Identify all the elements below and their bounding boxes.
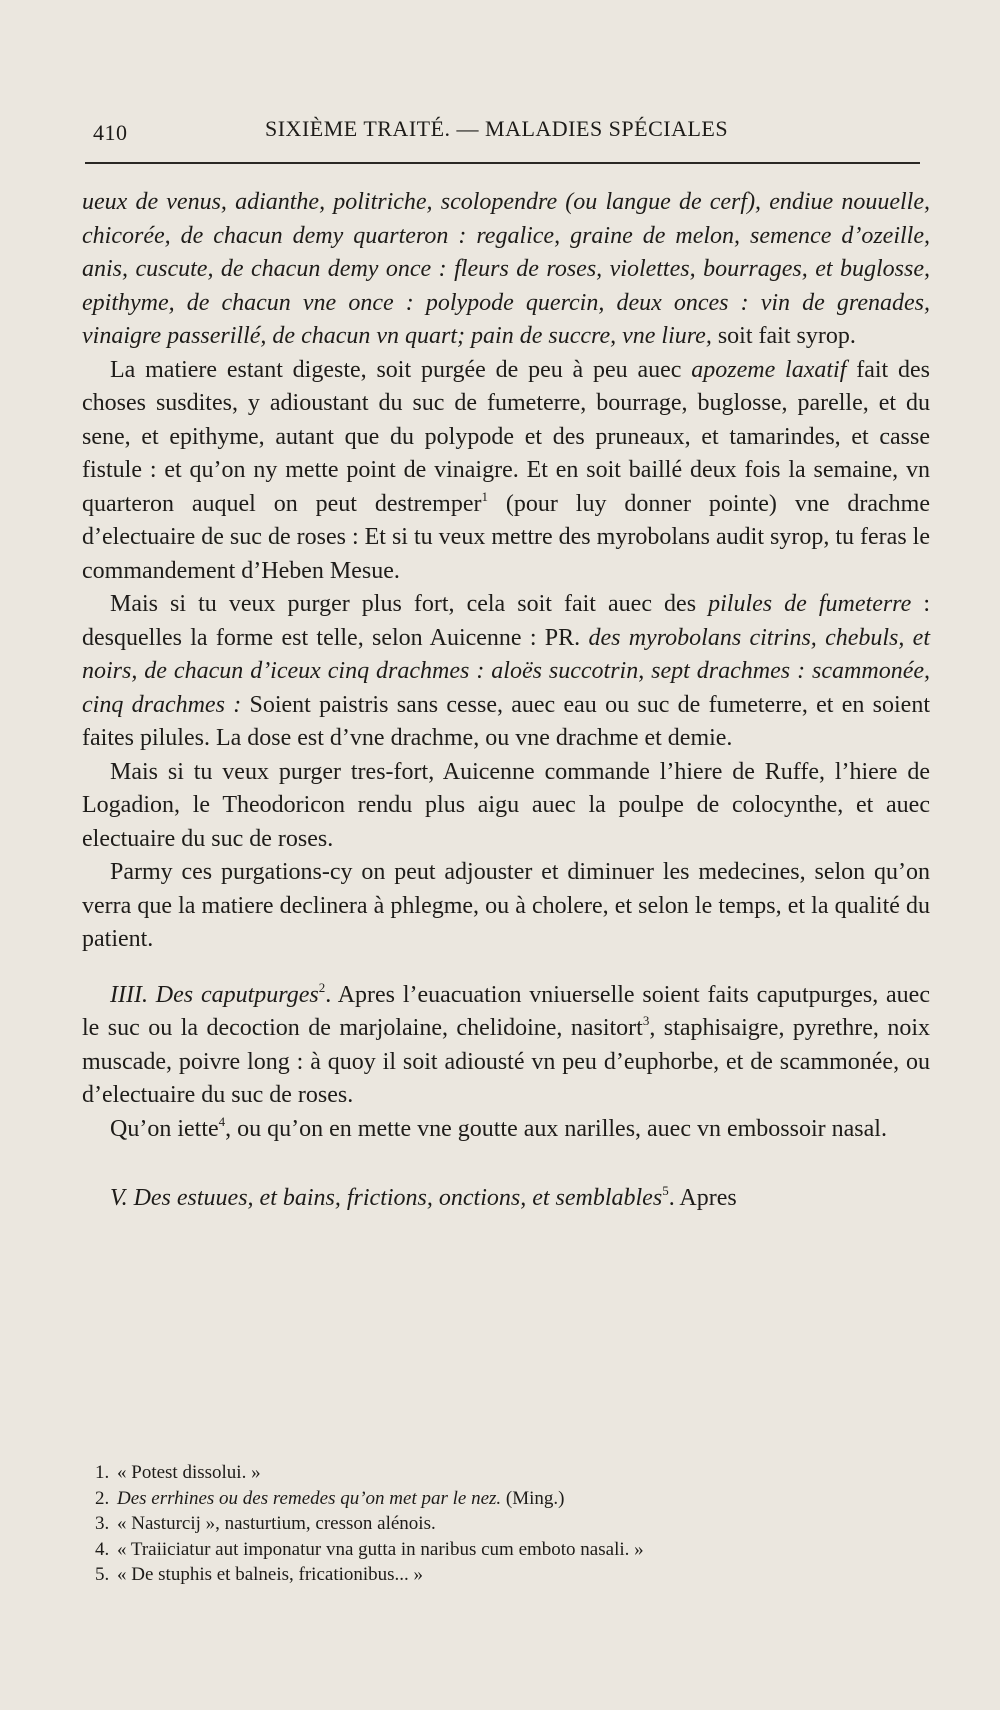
- text-run: fait des choses susdites, y adioustant du suc de fumeterre, bourrage, buglosse, parelle, et du sene, et epithyme, autant que du polypode et des pruneaux, et tamarindes, et casse fistule : et qu’on ny mette point de vinaigre. Et en soit baillé deux fois la semaine, vn quarteron auquel on peut destremper: [82, 356, 930, 517]
- footnote: [95, 1460, 915, 1486]
- header-rule: [85, 162, 920, 164]
- footnote: [95, 1537, 915, 1563]
- page-number: 410: [93, 120, 128, 145]
- text-run: , ou qu’on en mette vne goutte aux narilles, auec vn embossoir nasal.: [225, 1115, 887, 1142]
- footnote-ref[interactable]: 3: [642, 1013, 650, 1028]
- paragraph: [82, 1113, 930, 1147]
- paragraph: [82, 588, 930, 756]
- main-text: [82, 186, 930, 1216]
- footnote-number: 2.: [95, 1487, 110, 1509]
- footnote-source: (Ming.): [501, 1487, 565, 1509]
- footnote-ref[interactable]: 4: [218, 1113, 226, 1129]
- footnote-number: 5.: [95, 1564, 110, 1585]
- section-paragraph: [82, 979, 930, 1113]
- italic-text: pilules de fumeterre: [708, 591, 912, 617]
- paragraph: Parmy ces purgations-cy on peut adjouster et diminuer les medecines, selon qu’on verra que la matiere declinera à phlegme, ou à cholere, et selon le temps, et la qualité du patient.: [82, 859, 930, 952]
- footnotes: [95, 1460, 915, 1588]
- footnote-text: « Traiiciatur aut imponatur vna gutta in naribus cum emboto nasali. »: [117, 1538, 644, 1560]
- running-title: SIXIÈME TRAITÉ. — MALADIES SPÉCIALES: [265, 116, 729, 141]
- footnote-number: 3.: [95, 1513, 110, 1534]
- text-run: soit fait syrop.: [711, 323, 856, 349]
- italic-text: apozeme laxatif: [691, 356, 847, 383]
- text-run: , staphisaigre, pyrethre, noix muscade, poivre long : à quoy il soit adiousté vn peu d’euphorbe, et de scammonée, ou d’electuaire du suc de roses.: [82, 1015, 930, 1108]
- text-run: Mais si tu veux purger plus fort, cela soit fait auec des: [110, 591, 709, 617]
- page-header: [85, 116, 925, 152]
- text-run: . Apres: [668, 1185, 737, 1211]
- footnote-text: « De stuphis et balneis, fricationibus... »: [117, 1564, 424, 1585]
- footnote-text: « Potest dissolui. »: [117, 1462, 261, 1483]
- text-run: . Apres l’euacuation vniuerselle soient faits caputpurges, auec le suc ou la decoction de marjolaine, chelidoine, nasitort: [82, 981, 930, 1041]
- footnote-number: 1.: [95, 1462, 110, 1483]
- footnote-text: Des errhines ou des remedes qu’on met par le nez.: [117, 1487, 502, 1509]
- text-run: Qu’on iette: [110, 1115, 219, 1142]
- footnote-text: « Nasturcij », nasturtium, cresson alénois.: [117, 1513, 436, 1534]
- footnote: [95, 1562, 915, 1588]
- footnote: [95, 1511, 915, 1537]
- footnote-ref[interactable]: 2: [318, 979, 326, 995]
- text-run: La matiere estant digeste, soit purgée de peu à peu auec: [110, 356, 692, 383]
- section-heading: IIII. Des caputpurges: [110, 981, 319, 1008]
- footnote-ref[interactable]: 5: [662, 1183, 669, 1198]
- footnote: [95, 1486, 915, 1512]
- paragraph: [82, 186, 930, 354]
- paragraph: Mais si tu veux purger tres-fort, Auicenne commande l’hiere de Ruffe, l’hiere de Logadion, le Theodoricon rendu plus aigu auec la poulpe de colocynthe, et auec electuaire du suc de roses.: [82, 758, 930, 852]
- footnote-ref[interactable]: 1: [481, 488, 488, 504]
- section-paragraph: [82, 1182, 930, 1216]
- text-run: Soient paistris sans cesse, auec eau ou suc de fumeterre, et en soient faites pilules. La dose est d’vne drachme, ou vne drachme et demie.: [82, 691, 930, 751]
- italic-text: ueux de venus, adianthe, politriche, scolopendre (ou langue de cerf), endiue nouuelle, chicorée, de chacun demy quarteron : regalice, graine de melon, semence d’ozeille, anis, cuscute, de chacun demy once : fleurs de roses, violettes, bourrages, et buglosse, epithyme, de chacun vne once : polypode quercin, deux onces : vin de grenades, vinaigre passerillé, de chacun vn quart; pain de succre, vne liure,: [82, 189, 930, 349]
- italic-text: des myrobolans citrins, chebuls, et noirs, de chacun d’iceux cinq drachmes : aloës succotrin, sept drachmes : scammonée, cinq drachmes :: [82, 624, 930, 718]
- text-run: : desquelles la forme est telle, selon Auicenne : PR.: [82, 591, 931, 651]
- text-run: (pour luy donner pointe) vne drachme d’electuaire de suc de roses : Et si tu veux mettre des myrobolans audit syrop, tu feras le commandement d’Heben Mesue.: [82, 490, 930, 584]
- paragraph: [82, 354, 930, 589]
- footnote-number: 4.: [95, 1538, 110, 1560]
- section-heading: V. Des estuues, et bains, frictions, onctions, et semblables: [110, 1185, 663, 1211]
